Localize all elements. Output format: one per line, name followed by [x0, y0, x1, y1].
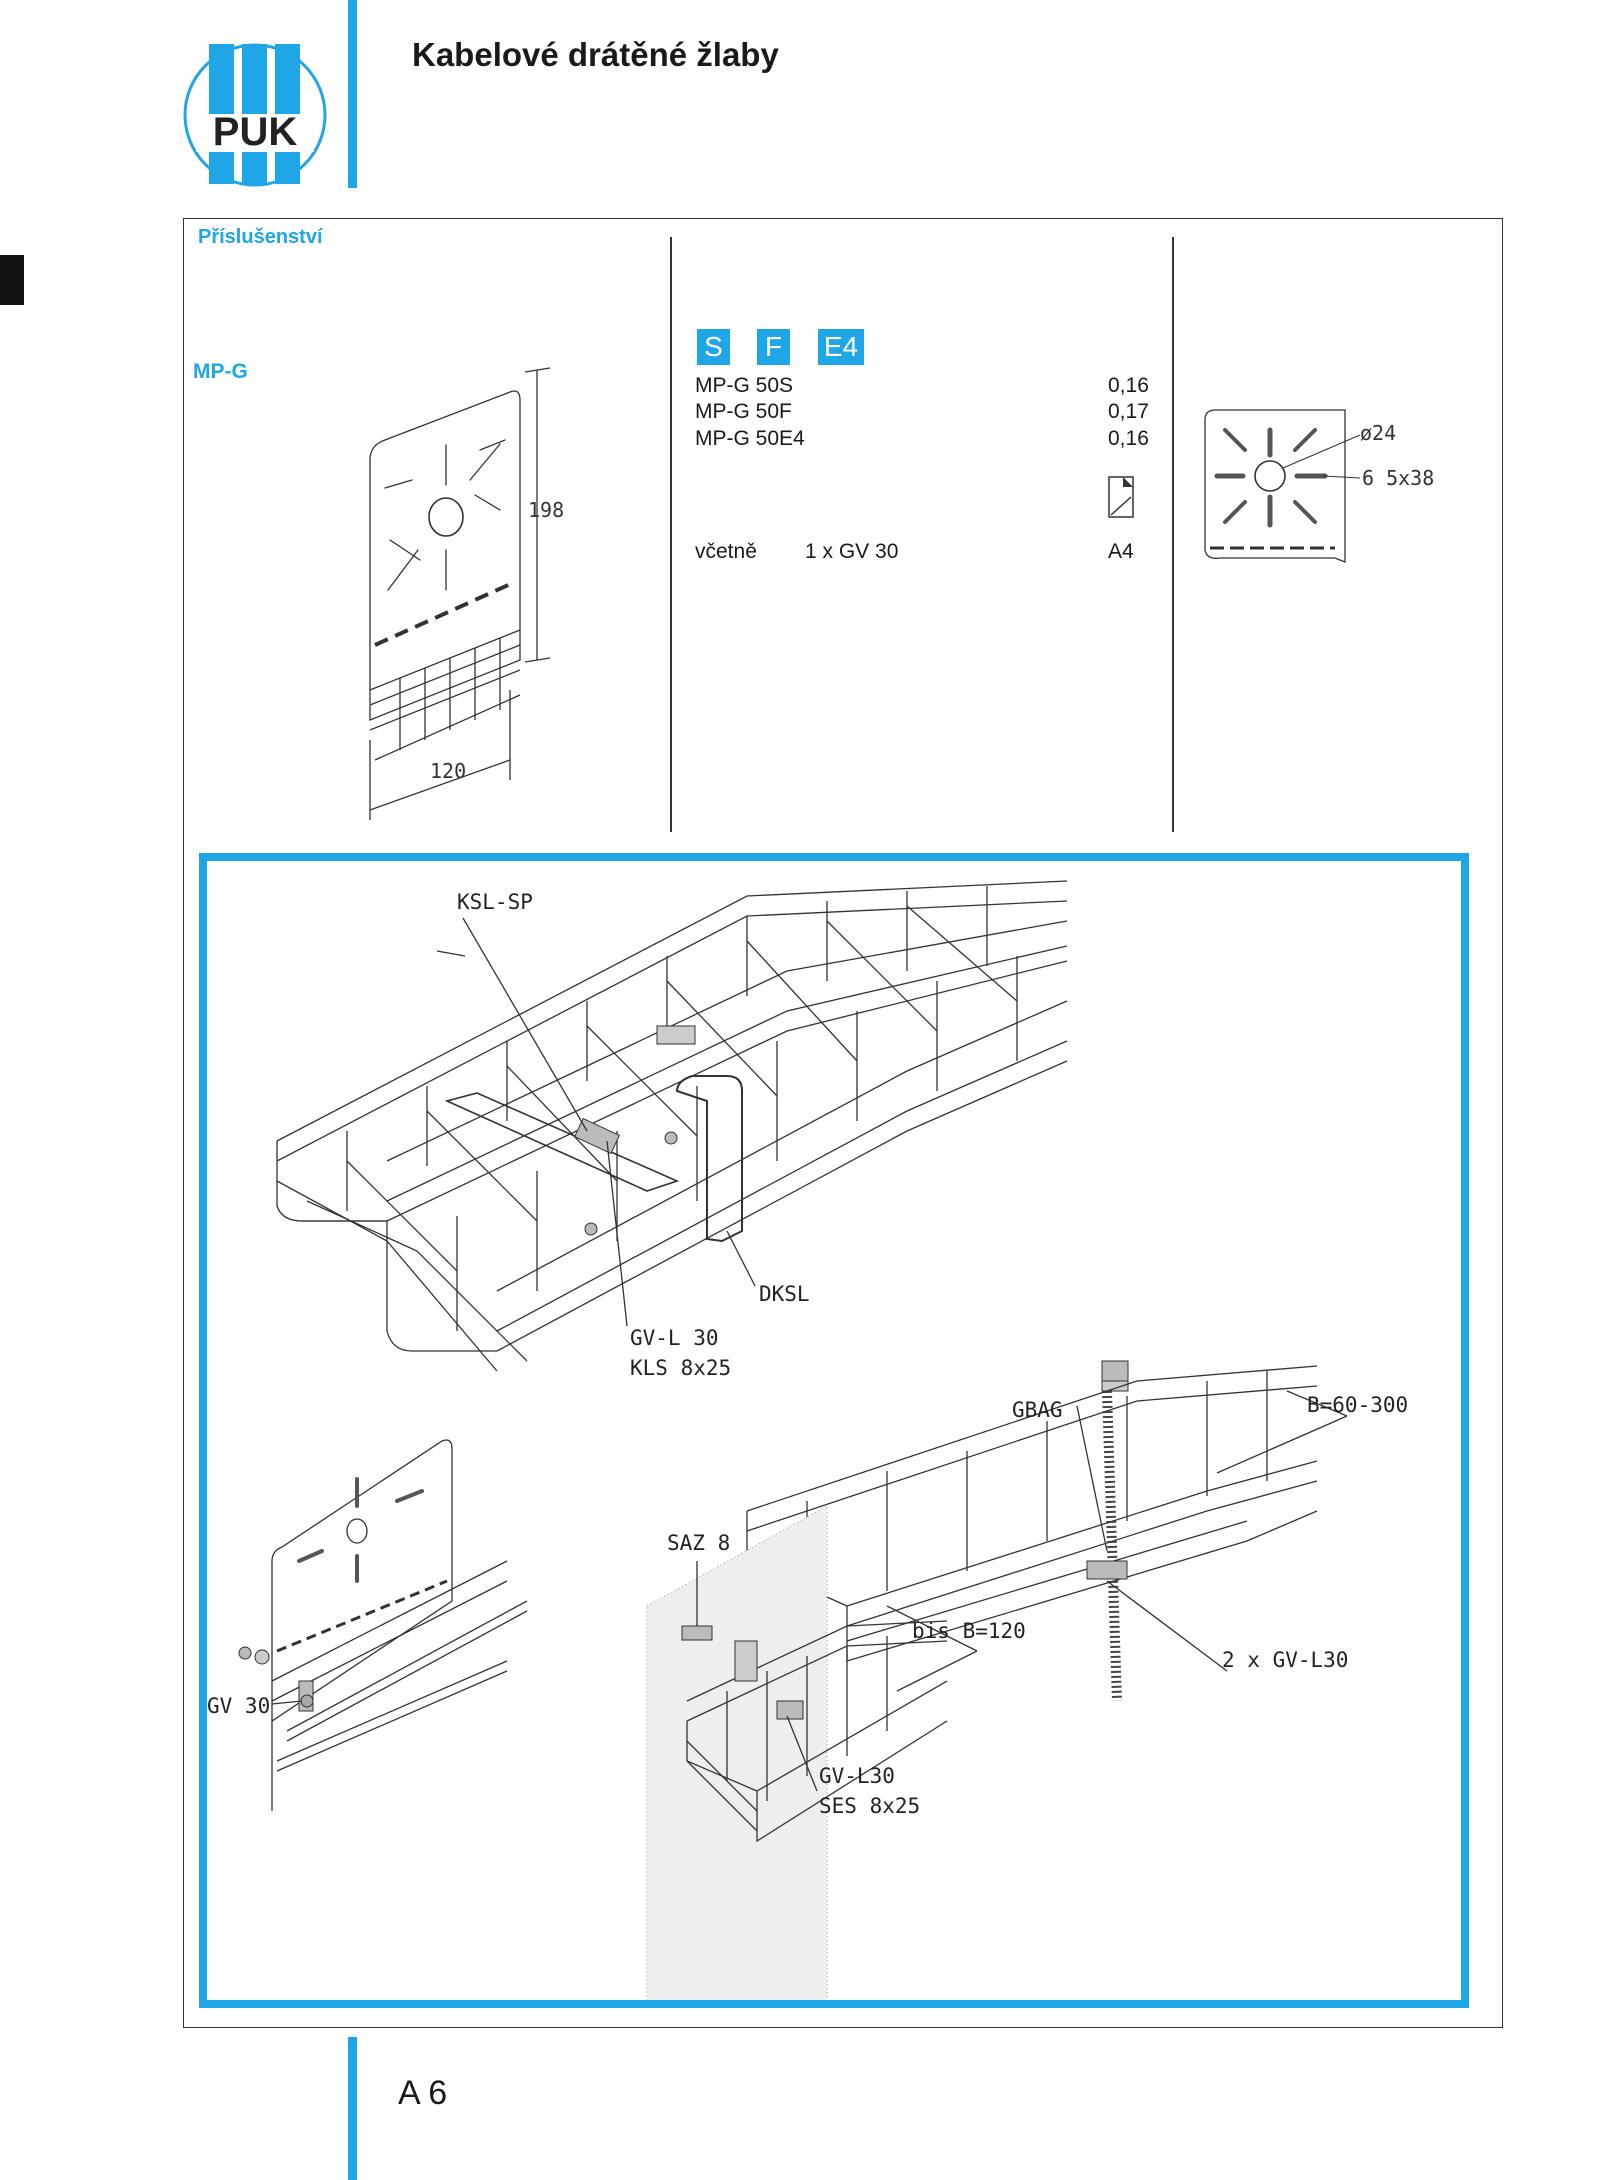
badge-s: S — [697, 329, 730, 365]
page-number: A 6 — [398, 2074, 448, 2112]
badge-e4: E4 — [818, 329, 864, 365]
section-tab-marker — [0, 255, 24, 305]
label-b-range: B=60-300 — [1307, 1393, 1409, 1417]
label-dksl: DKSL — [759, 1282, 810, 1306]
label-gv-l30-c: GV-L30 — [819, 1764, 895, 1788]
assembly-illustration — [207, 861, 1461, 2000]
header-accent-bar — [348, 0, 357, 188]
product-weight-3: 0,16 — [1108, 427, 1149, 450]
category-label: Příslušenství — [198, 226, 323, 248]
product-code-1: MP-G 50S — [695, 374, 794, 397]
label-ses: SES 8x25 — [819, 1794, 921, 1818]
label-gbag: GBAG — [1012, 1398, 1063, 1422]
label-gv30: GV 30 — [207, 1694, 271, 1718]
product-name-label: MP-G — [193, 360, 248, 383]
packaging-code: A4 — [1108, 540, 1134, 563]
logo-text: PUK — [212, 110, 298, 154]
includes-item: 1 x GV 30 — [805, 540, 899, 563]
mp-g-plate-drawing — [340, 360, 590, 830]
logo — [180, 40, 330, 190]
label-gv-l30-b: 2 x GV-L30 — [1222, 1648, 1349, 1672]
includes-label: včetně — [695, 540, 757, 563]
label-saz: SAZ 8 — [667, 1531, 731, 1555]
page-title: Kabelové drátěné žlaby — [412, 36, 779, 73]
product-code-2: MP-G 50F — [695, 400, 792, 423]
label-gv-l30-a: GV-L 30 — [630, 1326, 719, 1350]
column-divider-1 — [670, 237, 672, 832]
dim-hole-diameter: ø24 — [1360, 421, 1397, 445]
column-divider-2 — [1172, 237, 1174, 832]
label-kls: KLS 8x25 — [630, 1356, 732, 1380]
packaging-icon — [1107, 475, 1135, 519]
product-weight-1: 0,16 — [1108, 374, 1149, 397]
footer-accent-bar — [348, 2037, 357, 2180]
mp-g-plate-top-view — [1195, 400, 1465, 580]
product-weight-2: 0,17 — [1108, 400, 1149, 423]
product-code-3: MP-G 50E4 — [695, 427, 805, 450]
dim-slot: 6 5x38 — [1362, 466, 1435, 490]
label-bis: bis B=120 — [912, 1619, 1026, 1643]
plate-mount-detail — [239, 1440, 527, 1811]
main-cable-tray — [277, 881, 1067, 1371]
badge-f: F — [757, 329, 790, 365]
wall-mounted-tray — [647, 1506, 947, 2000]
label-ksl-sp: KSL-SP — [457, 890, 533, 914]
dim-width: 120 — [430, 759, 467, 783]
dim-height: 198 — [528, 498, 565, 522]
